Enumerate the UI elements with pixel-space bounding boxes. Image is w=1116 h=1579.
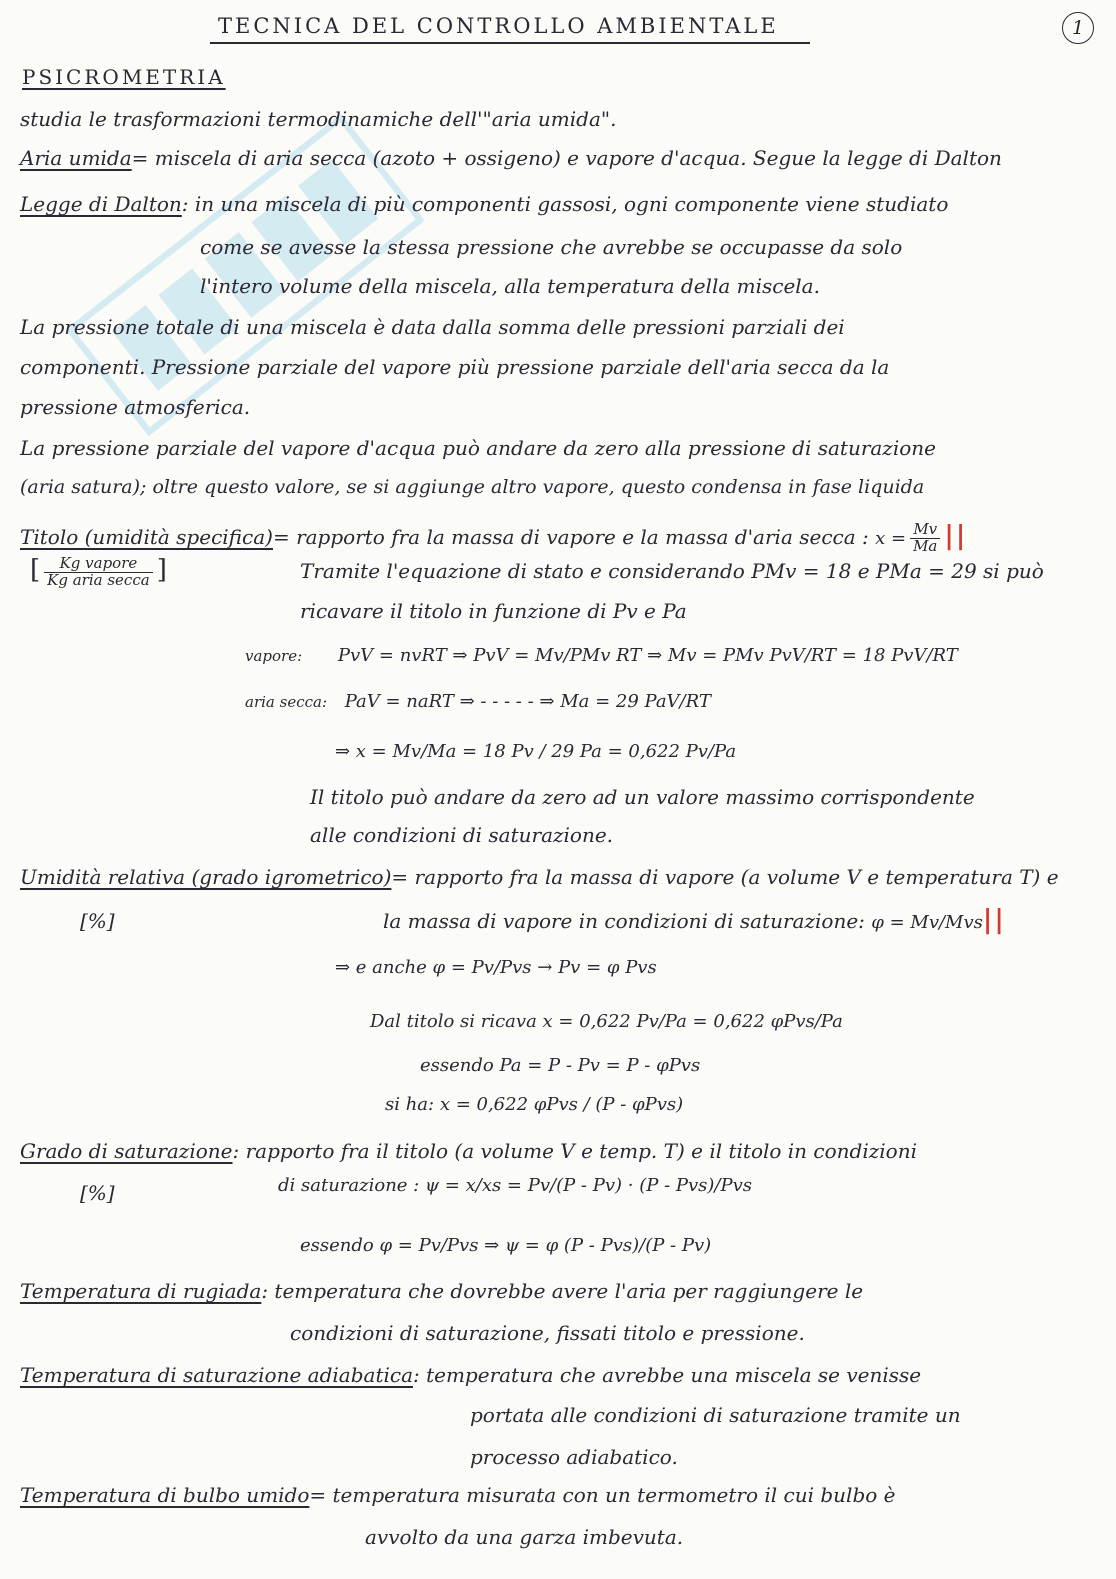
titolo-num: Mv [910, 522, 940, 539]
umidita-relativa-term: Umidità relativa (grado igrometrico) [20, 865, 392, 889]
titolo-note1: Il titolo può andare da zero ad un valore massimo corrispondente [310, 785, 975, 809]
umidita-eq2: Dal titolo si ricava x = 0,622 Pv/Pa = 0,622 φPvs/Pa [370, 1011, 843, 1032]
section-title: PSICROMETRIA [22, 65, 226, 89]
eq-aria [245, 692, 711, 713]
saturazione-adiabatica-text1: : temperatura che avrebbe una miscela se venisse [413, 1363, 922, 1387]
eq-aria-formula: PaV = naRT ⇒ - - - - - ⇒ Ma = 29 PaV/RT [344, 691, 711, 712]
rugiada-def [20, 1280, 863, 1303]
titolo-term: Titolo (umidità specifica) [20, 525, 273, 549]
titolo-fraction [910, 522, 940, 555]
bulbo-umido-text1: = temperatura misurata con un termometro il cui bulbo è [309, 1483, 896, 1507]
saturazione-adiabatica-line3: processo adiabatico. [470, 1445, 678, 1469]
dalton-line2: come se avesse la stessa pressione che avrebbe se occupasse da solo [200, 235, 903, 259]
eq-aria-label: aria secca: [245, 693, 327, 711]
umidita-eq4: si ha: x = 0,622 φPvs / (P - φPvs) [385, 1094, 684, 1115]
grado-saturazione-eq: essendo φ = Pv/Pvs ⇒ ψ = φ (P - Pvs)/(P - Pv) [300, 1235, 712, 1256]
page-title: TECNICA DEL CONTROLLO AMBIENTALE [218, 14, 779, 38]
titolo-def [20, 522, 967, 555]
saturazione-adiabatica-def [20, 1364, 921, 1387]
umidita-eq3: essendo Pa = P - Pv = P - φPvs [420, 1055, 701, 1076]
rugiada-text1: : temperatura che dovrebbe avere l'aria per raggiungere le [261, 1279, 864, 1303]
umidita-relativa-text2: la massa di vapore in condizioni di saturazione: [383, 909, 865, 933]
dalton-line1: : in una miscela di più componenti gassosi, ogni componente viene studiato [181, 192, 949, 216]
pressione-totale-line2: componenti. Pressione parziale del vapore più pressione parziale dell'aria secca da la [20, 355, 890, 379]
umidita-relativa-def [20, 866, 1059, 889]
red-double-bar: || [944, 521, 968, 551]
titolo-line2: Tramite l'equazione di stato e considerando PMv = 18 e PMa = 29 si può [300, 559, 1044, 583]
titolo-den: Ma [913, 537, 938, 555]
saturazione-adiabatica-term: Temperatura di saturazione adiabatica [20, 1363, 413, 1387]
grado-saturazione-text1: : rapporto fra il titolo (a volume V e temp. T) e il titolo in condizioni [232, 1139, 917, 1163]
grado-saturazione-formula: di saturazione : ψ = x/xs = Pv/(P - Pv) · (P - Pvs)/Pvs [278, 1175, 752, 1196]
eq-titolo-result: ⇒ x = Mv/Ma = 18 Pv / 29 Pa = 0,622 Pv/Pa [335, 741, 737, 762]
rugiada-term: Temperatura di rugiada [20, 1279, 262, 1303]
aria-umida-term: Aria umida [20, 146, 132, 170]
titolo-line3: ricavare il titolo in funzione di Pv e Pa [300, 599, 687, 623]
red-double-bar: || [982, 905, 1006, 935]
dalton-def [20, 193, 948, 216]
umidita-eq1: ⇒ e anche φ = Pv/Pvs → Pv = φ Pvs [335, 957, 657, 978]
rugiada-line2: condizioni di saturazione, fissati titolo e pressione. [290, 1321, 805, 1345]
section-intro: studia le trasformazioni termodinamiche dell'"aria umida". [20, 107, 617, 131]
bulbo-umido-def [20, 1484, 896, 1507]
umidita-relativa-text1: = rapporto fra la massa di vapore (a volume V e temperatura T) e [391, 865, 1059, 889]
eq-vapore-formula: PvV = nvRT ⇒ PvV = Mv/PMv RT ⇒ Mv = PMv PvV/RT = 18 PvV/RT [337, 645, 958, 666]
aria-umida-def [20, 147, 1002, 170]
grado-saturazione-def [20, 1140, 917, 1163]
umidita-relativa-unit: [%] [80, 909, 115, 933]
unit-den: Kg aria secca [47, 571, 150, 589]
titolo-unit: [ $\frac{\text{Kg vapore}}{\text{Kg aria secca}}$ ] [30, 554, 167, 589]
page-number: 1 [1062, 12, 1094, 44]
pressione-parziale-line1: La pressione parziale del vapore d'acqua può andare da zero alla pressione di saturazione [20, 436, 936, 460]
unit-num: Kg vapore [44, 556, 153, 573]
grado-saturazione-unit: [%] [80, 1181, 115, 1205]
titolo-note2: alle condizioni di saturazione. [310, 823, 614, 847]
titolo-formula-lhs: x = [875, 528, 907, 549]
bulbo-umido-line2: avvolto da una garza imbevuta. [365, 1525, 684, 1549]
dalton-line3: l'intero volume della miscela, alla temperatura della miscela. [200, 274, 820, 298]
grado-saturazione-line2 [278, 1176, 752, 1197]
eq-vapore-label: vapore: [245, 647, 303, 665]
saturazione-adiabatica-line2: portata alle condizioni di saturazione tramite un [470, 1403, 961, 1427]
pressione-parziale-line2: (aria satura); oltre questo valore, se si aggiunge altro vapore, questo condensa in fase liquida [20, 476, 925, 498]
pressione-totale-line1: La pressione totale di una miscela è data dalla somma delle pressioni parziali dei [20, 315, 845, 339]
titolo-text: = rapporto fra la massa di vapore e la massa d'aria secca : [272, 525, 869, 549]
grado-saturazione-term: Grado di saturazione [20, 1139, 233, 1163]
pressione-totale-line3: pressione atmosferica. [20, 395, 251, 419]
title-underline [210, 42, 810, 44]
umidita-relativa-formula: φ = Mv/Mvs [871, 912, 983, 933]
umidita-relativa-line2 [383, 906, 1006, 936]
eq-vapore [245, 646, 958, 667]
dalton-term: Legge di Dalton [20, 192, 182, 216]
aria-umida-text: = miscela di aria secca (azoto + ossigeno) e vapore d'acqua. Segue la legge di Dalton [131, 146, 1002, 170]
bulbo-umido-term: Temperatura di bulbo umido [20, 1483, 310, 1507]
